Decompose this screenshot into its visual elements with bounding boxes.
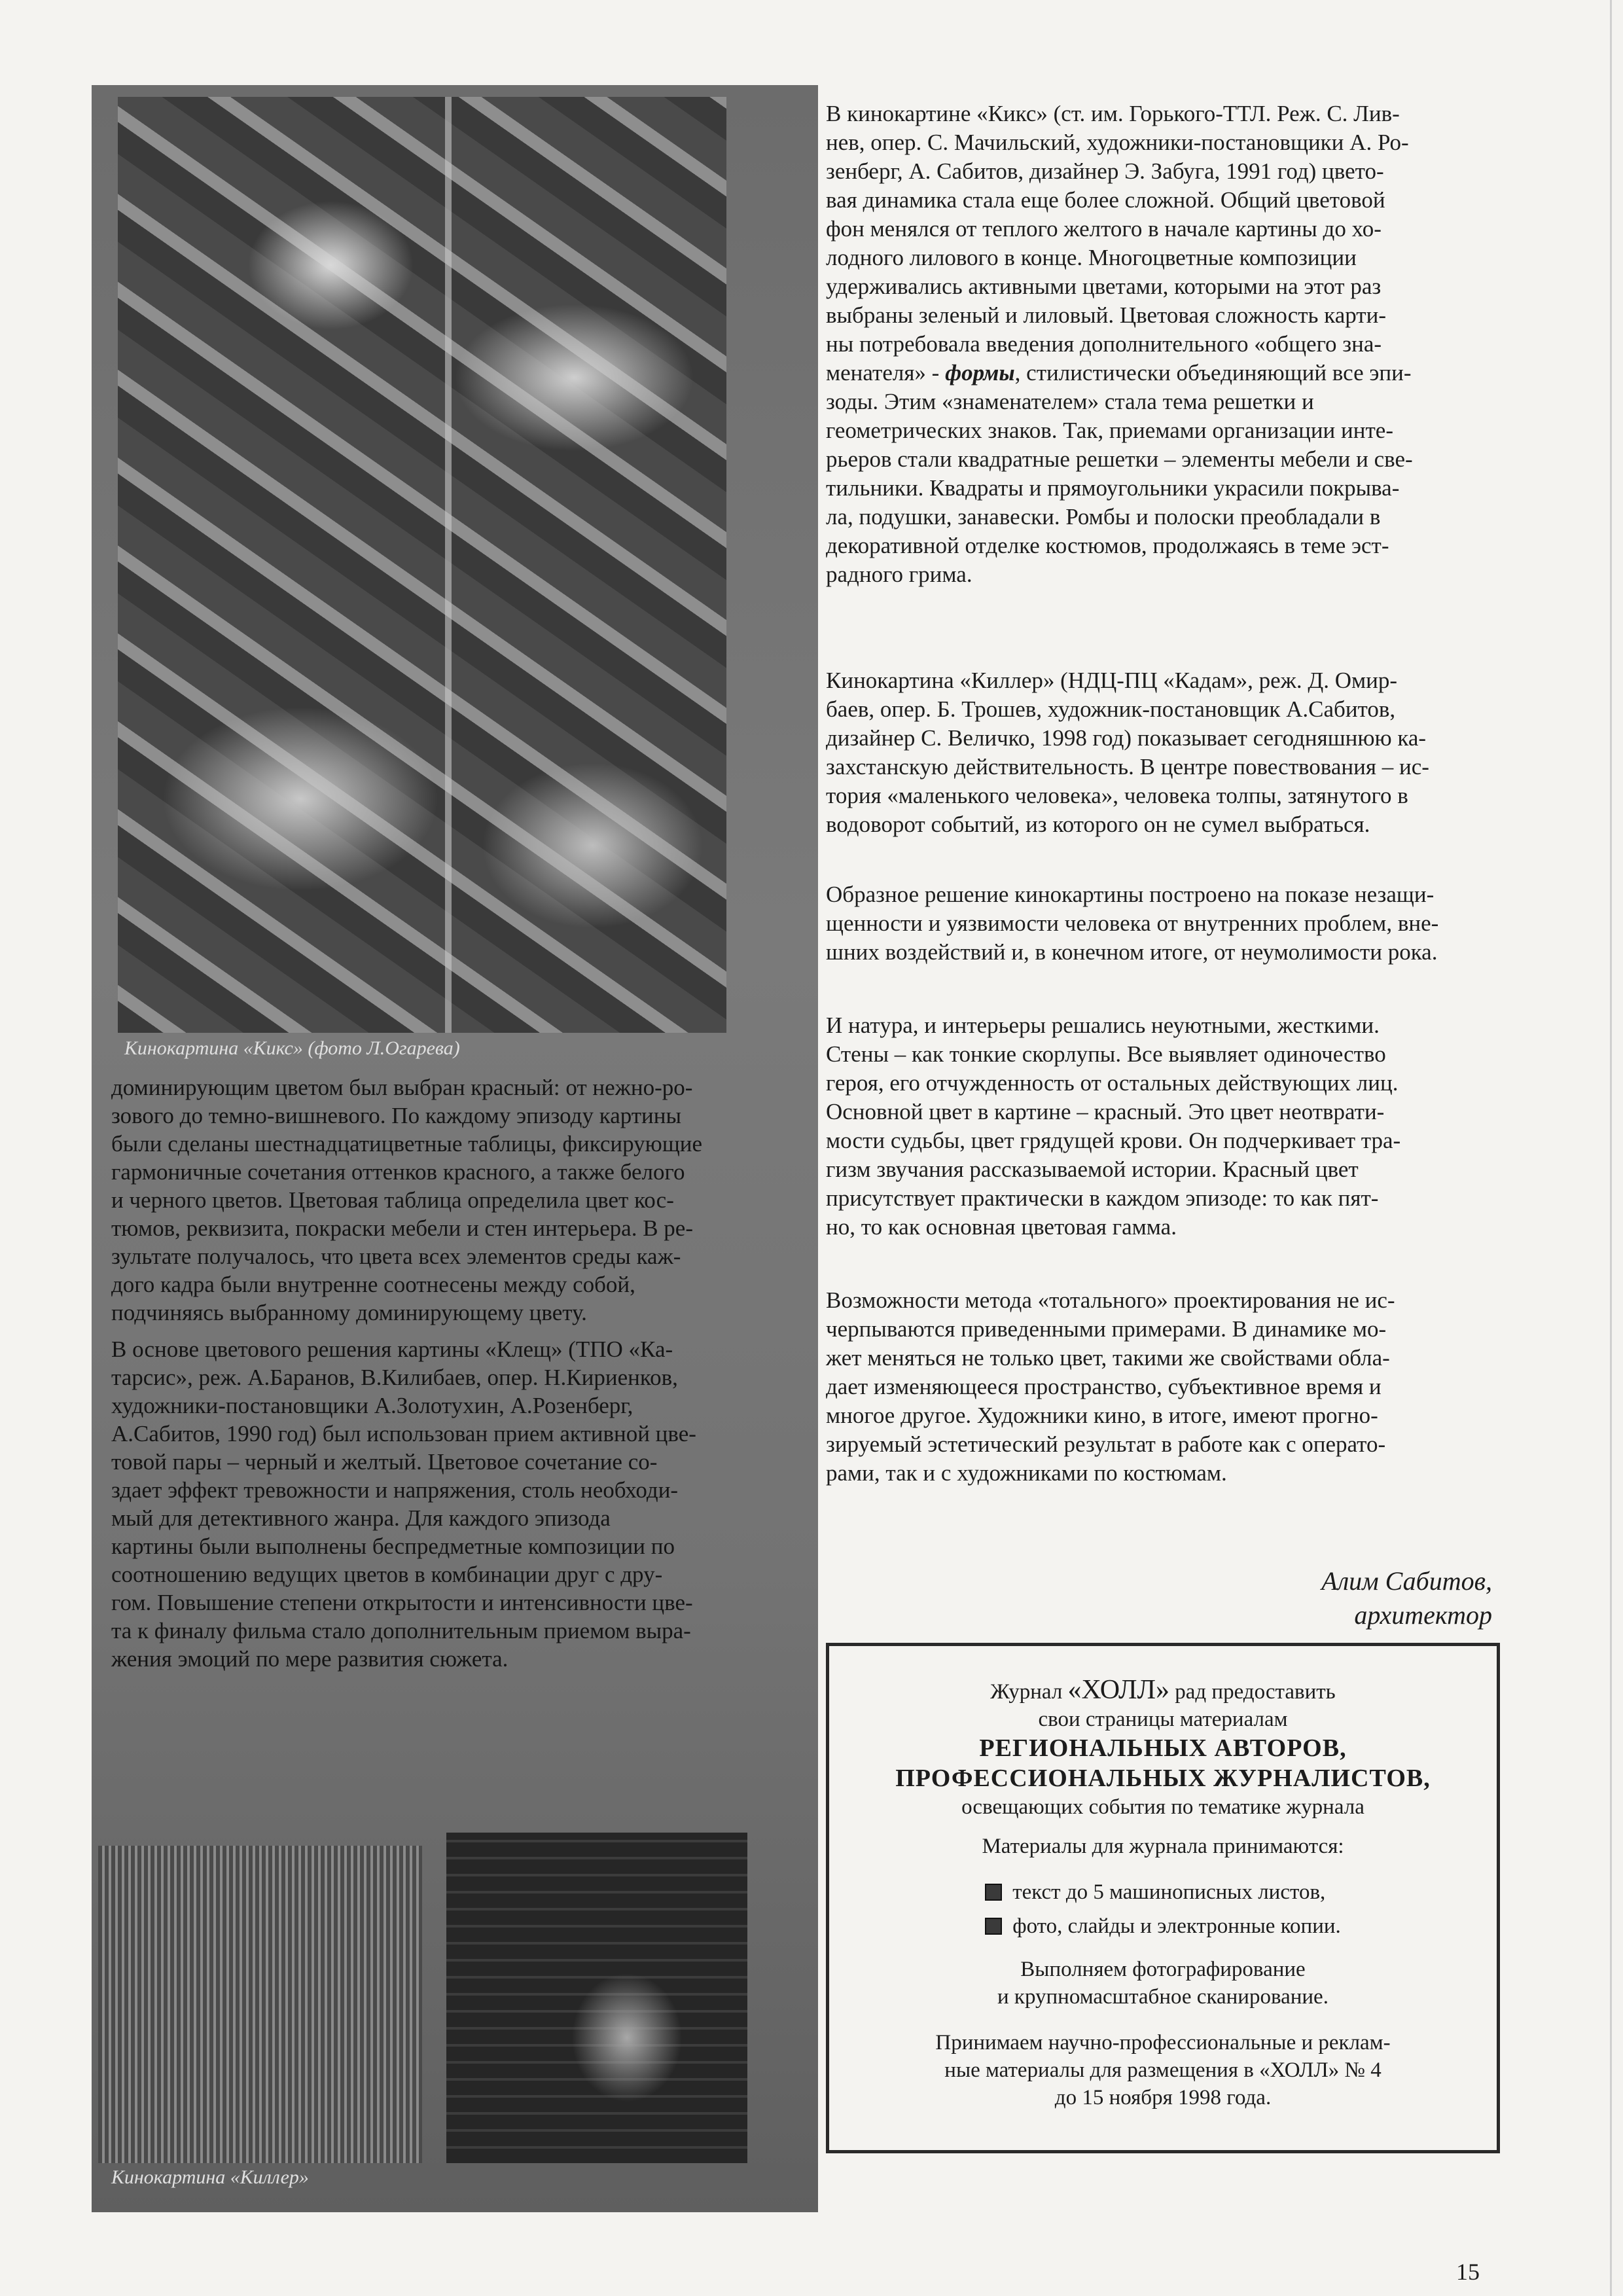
text-line: были сделаны шестнадцатицветные таблицы, фиксирующие (111, 1131, 703, 1157)
text-line: выбраны зеленый и лиловый. Цветовая сложность карти- (826, 302, 1386, 328)
text-line: декоративной отделке костюмов, продолжаясь в теме эст- (826, 533, 1389, 558)
signature-role: архитектор (1354, 1600, 1492, 1630)
text-line: жения эмоций по мере развития сюжета. (111, 1646, 508, 1672)
photo-killer-1 (98, 1846, 422, 2163)
text-line: В основе цветового решения картины «Клещ» (ТПО «Ка- (111, 1336, 673, 1362)
ad-bullet-row (985, 1912, 1341, 1940)
text-line: Возможности метода «тотального» проектирования не ис- (826, 1287, 1395, 1313)
ad-bullet-text: текст до 5 машинописных листов, (1012, 1880, 1326, 1904)
text-line: Кинокартина «Киллер» (НДЦ-ПЦ «Кадам», реж. Д. Омир- (826, 668, 1398, 693)
text-line: фон менялся от теплого желтого в начале картины до хо- (826, 216, 1382, 242)
text-line: геометрических знаков. Так, приемами организации инте- (826, 418, 1393, 443)
text-line: та к финалу фильма стало дополнительным приемом выра- (111, 1618, 691, 1643)
text-line: Основной цвет в картине – красный. Это цвет неотврати- (826, 1099, 1385, 1124)
ad-service-2: и крупномасштабное сканирование. (997, 1985, 1329, 2009)
text-line: зоды. Этим «знаменателем» стала тема решетки и (826, 389, 1314, 414)
text-line: присутствует практически в каждом эпизоде: то как пят- (826, 1185, 1379, 1211)
photo-crease (445, 97, 452, 1033)
text-line: рами, так и с художниками по костюмам. (826, 1460, 1227, 1486)
text-line: гом. Повышение степени открытости и интенсивности цве- (111, 1590, 693, 1615)
ad-bullet-text: фото, слайды и электронные копии. (1012, 1914, 1341, 1938)
text-line: И натура, и интерьеры решались неуютными, жесткими. (826, 1013, 1380, 1038)
text-line: А.Сабитов, 1990 год) был использован прием активной цве- (111, 1421, 696, 1446)
ad-bullet-list (985, 1869, 1341, 1940)
text-line: доминирующим цветом был выбран красный: от нежно-ро- (111, 1075, 693, 1100)
square-bullet-icon (985, 1918, 1002, 1935)
ad-strong-2: ПРОФЕССИОНАЛЬНЫХ ЖУРНАЛИСТОВ, (895, 1765, 1431, 1792)
ad-service-1: Выполняем фотографирование (1020, 1958, 1306, 1981)
text-line: радного грима. (826, 562, 972, 587)
right-paragraph-4 (826, 1011, 1507, 1242)
caption-kiks: Кинокартина «Кикс» (фото Л.Огарева) (124, 1037, 460, 1059)
text-fragment: менателя» - (826, 360, 946, 386)
text-line: здает эффект тревожности и напряжения, столь необходи- (111, 1477, 679, 1503)
text-line: водоворот событий, из которого он не сумел выбраться. (826, 812, 1370, 837)
signature-name: Алим Сабитов, (1321, 1566, 1492, 1596)
text-line: дизайнер С. Величко, 1998 год) показывает сегодняшнюю ка- (826, 725, 1427, 751)
text-line: зультате получалось, что цвета всех элементов среды каж- (111, 1244, 681, 1269)
text-line: героя, его отчужденность от остальных действующих лиц. (826, 1070, 1399, 1096)
page-number: 15 (1456, 2259, 1480, 2285)
text-line: жет меняться не только цвет, такими же свойствами обла- (826, 1345, 1390, 1371)
text-line: дает изменяющееся пространство, субъективное время и (826, 1374, 1382, 1399)
caption-killer: Кинокартина «Киллер» (111, 2166, 309, 2188)
announcement-box (826, 1643, 1500, 2153)
text-line: шних воздействий и, в конечном итоге, от неумолимости рока. (826, 939, 1438, 965)
emphasis-word: формы (945, 360, 1015, 386)
text-line: черпываются приведенными примерами. В динамике мо- (826, 1316, 1387, 1342)
text-line: Стены – как тонкие скорлупы. Все выявляет одиночество (826, 1041, 1386, 1067)
text-line: лодного лилового в конце. Многоцветные композиции (826, 245, 1357, 270)
photo-killer-2 (446, 1833, 747, 2163)
text-line: зируемый эстетический результат в работе как с операто- (826, 1431, 1386, 1457)
ad-line-1-pre: Журнал (990, 1680, 1068, 1704)
text-line: мости судьбы, цвет грядущей крови. Он подчеркивает тра- (826, 1128, 1401, 1153)
text-line: мый для детективного жанра. Для каждого эпизода (111, 1505, 611, 1531)
text-line: ла, подушки, занавески. Ромбы и полоски преобладали в (826, 504, 1381, 529)
ad-accepts: Материалы для журнала принимаются: (982, 1835, 1344, 1858)
ad-line-3: освещающих события по тематике журнала (961, 1795, 1364, 1819)
text-line: баев, опер. Б. Трошев, художник-постановщик А.Сабитов, (826, 696, 1396, 722)
text-line: картины были выполнены беспредметные композиции по (111, 1534, 675, 1559)
ad-line-2: свои страницы материалам (1038, 1708, 1288, 1731)
text-line (826, 359, 1507, 387)
text-line: но, то как основная цветовая гамма. (826, 1214, 1177, 1240)
text-line: тюмов, реквизита, покраски мебели и стен интерьера. В ре- (111, 1215, 693, 1241)
text-line: многое другое. Художники кино, в итоге, имеют прогно- (826, 1403, 1378, 1428)
ad-brand: «ХОЛЛ» (1067, 1675, 1169, 1705)
text-line: гизм звучания рассказываемой истории. Красный цвет (826, 1157, 1359, 1182)
text-line: Образное решение кинокартины построено на показе незащи- (826, 882, 1435, 907)
text-line: зового до темно-вишневого. По каждому эпизоду картины (111, 1103, 682, 1128)
photo-kiks (118, 97, 726, 1033)
text-line: товой пары – черный и желтый. Цветовое сочетание со- (111, 1449, 658, 1475)
ad-bullet-row (985, 1878, 1341, 1906)
text-line: дого кадра были внутренне соотнесены между собой, (111, 1272, 635, 1297)
text-line: гармоничные сочетания оттенков красного, а также белого (111, 1159, 685, 1185)
text-line: и черного цветов. Цветовая таблица определила цвет кос- (111, 1187, 674, 1213)
ad-accept-line-2: ные материалы для размещения в «ХОЛЛ» № 4 (944, 2058, 1382, 2082)
ad-line-1 (829, 1676, 1497, 1706)
square-bullet-icon (985, 1884, 1002, 1901)
ad-strong-1: РЕГИОНАЛЬНЫХ АВТОРОВ, (979, 1734, 1347, 1762)
left-paragraph-1 (111, 1073, 746, 1327)
text-line: вая динамика стала еще более сложной. Общий цветовой (826, 187, 1385, 213)
ad-line-1-post: рад предоставить (1169, 1680, 1336, 1704)
text-line: захстанскую действительность. В центре повествования – ис- (826, 754, 1429, 780)
text-line: В кинокартине «Кикс» (ст. им. Горького-ТТЛ. Реж. С. Лив- (826, 101, 1400, 126)
text-line: подчиняясь выбранному доминирующему цвету. (111, 1300, 587, 1325)
right-paragraph-1 (826, 99, 1507, 589)
text-line: зенберг, А. Сабитов, дизайнер Э. Забуга, 1991 год) цвето- (826, 158, 1384, 184)
text-fragment: , стилистически объединяющий все эпи- (1014, 360, 1412, 386)
right-paragraph-3 (826, 880, 1507, 967)
text-line: щенности и уязвимости человека от внутренних проблем, вне- (826, 910, 1439, 936)
text-line: нев, опер. С. Мачильский, художники-постановщики А. Ро- (826, 130, 1409, 155)
text-line: тильники. Квадраты и прямоугольники украсили покрыва- (826, 475, 1400, 501)
signature (1099, 1564, 1492, 1632)
text-line: художники-постановщики А.Золотухин, А.Розенберг, (111, 1393, 633, 1418)
text-line: тория «маленького человека», человека толпы, затянутого в (826, 783, 1408, 808)
text-line: рьеров стали квадратные решетки – элементы мебели и све- (826, 446, 1413, 472)
text-line: удерживались активными цветами, которыми на этот раз (826, 274, 1382, 299)
scan-edge (1610, 0, 1612, 2296)
left-paragraph-2 (111, 1335, 746, 1673)
text-line: соотношению ведущих цветов в комбинации друг с дру- (111, 1562, 663, 1587)
ad-accept-line-1: Принимаем научно-профессиональные и реклам- (935, 2031, 1391, 2054)
text-line: тарсис», реж. А.Баранов, В.Килибаев, опер. Н.Кириенков, (111, 1365, 678, 1390)
right-paragraph-2 (826, 666, 1507, 839)
text-line: ны потребовала введения дополнительного «общего зна- (826, 331, 1382, 357)
ad-accept-line-3: до 15 ноября 1998 года. (1054, 2086, 1272, 2109)
right-paragraph-5 (826, 1286, 1507, 1488)
